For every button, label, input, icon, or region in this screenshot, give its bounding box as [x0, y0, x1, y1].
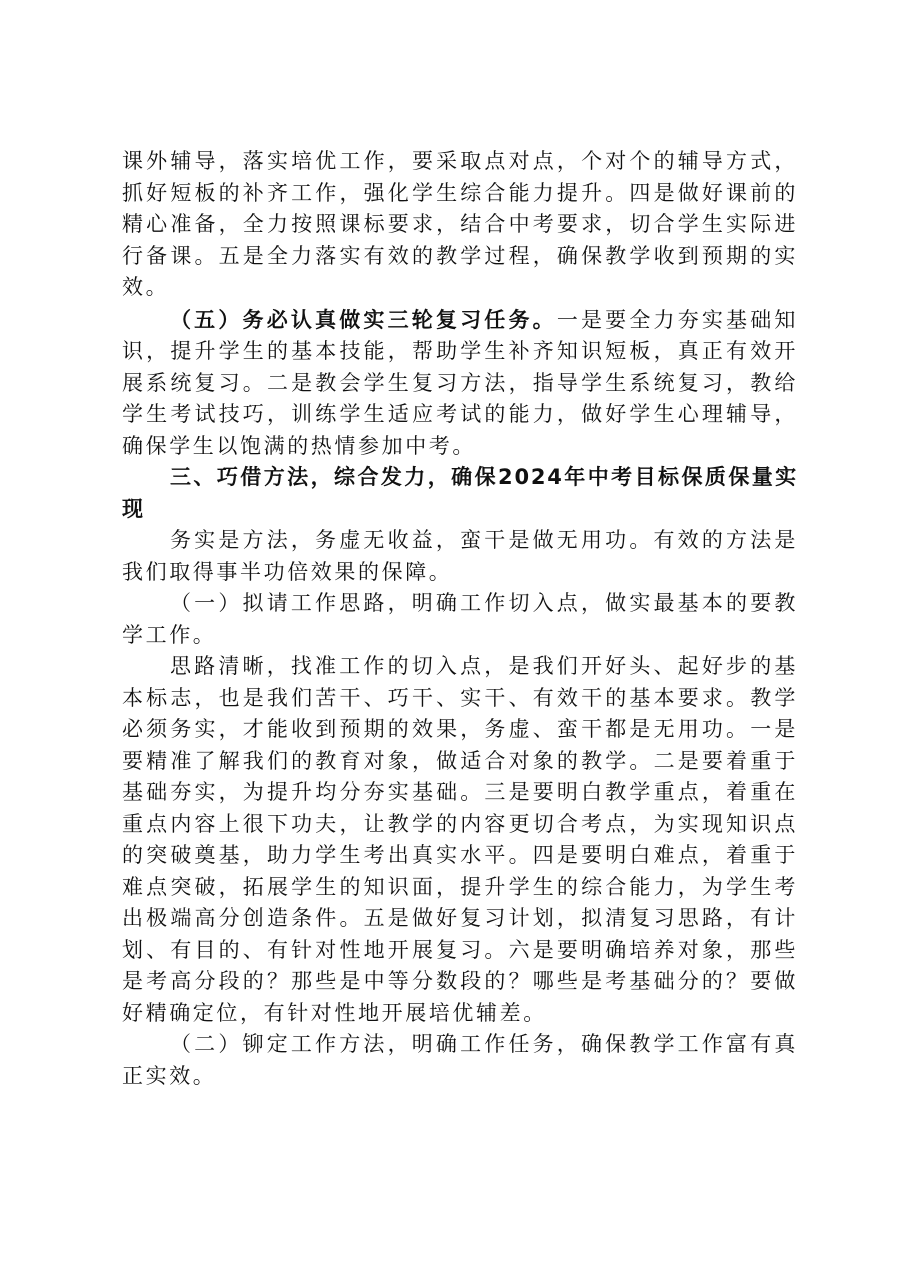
document-body — [122, 146, 798, 1092]
paragraph-continuation: 课外辅导，落实培优工作，要采取点对点，个对个的辅导方式，抓好短板的补齐工作，强化学生综合能力提升。四是做好课前的精心准备，全力按照课标要求，结合中考要求，切合学生实际进行备课。五是全力落实有效的教学过程，确保教学收到预期的实效。 — [122, 149, 798, 299]
paragraph-intro: 务实是方法，务虚无收益，蛮干是做无用功。有效的方法是我们取得事半功倍效果的保障。 — [122, 528, 798, 584]
section-five-body: 一是要全力夯实基础知识，提升学生的基本技能，帮助学生补齐知识短板，真正有效开展系统复习。二是教会学生复习方法，指导学生系统复习，教给学生考试技巧，训练学生适应考试的能力，做好学生心理辅导，确保学生以饱满的热情参加中考。 — [122, 307, 798, 458]
chapter-three-heading: 三、巧借方法，综合发力，确保2024年中考目标保质保量实现 — [122, 465, 798, 521]
paragraph-subsection-one-body: 思路清晰，找准工作的切入点，是我们开好头、起好步的基本标志，也是我们苦干、巧干、实干、有效干的基本要求。教学必须务实，才能收到预期的效果，务虚、蛮干都是无用功。一是要精准了解我们的教育对象，做适合对象的教学。二是要着重于基础夯实，为提升均分夯实基础。三是要明白教学重点，着重在重点内容上很下功夫，让教学的内容更切合考点，为实现知识点的突破奠基，助力学生考出真实水平。四是要明白难点，着重于难点突破，拓展学生的知识面，提升学生的综合能力，为学生考出极端高分创造条件。五是做好复习计划，拟清复习思路，有计划、有目的、有针对性地开展复习。六是要明确培养对象，那些是考高分段的？那些是中等分数段的？哪些是考基础分的？要做好精确定位，有针对性地开展培优辅差。 — [122, 654, 798, 1025]
subsection-two-heading: （二）铆定工作方法，明确工作任务，确保教学工作富有真正实效。 — [122, 1032, 798, 1088]
paragraph-section-five — [122, 304, 798, 463]
section-five-heading: （五）务必认真做实三轮复习任务。 — [170, 306, 557, 332]
subsection-one-heading: （一）拟请工作思路，明确工作切入点，做实最基本的要教学工作。 — [122, 591, 798, 647]
